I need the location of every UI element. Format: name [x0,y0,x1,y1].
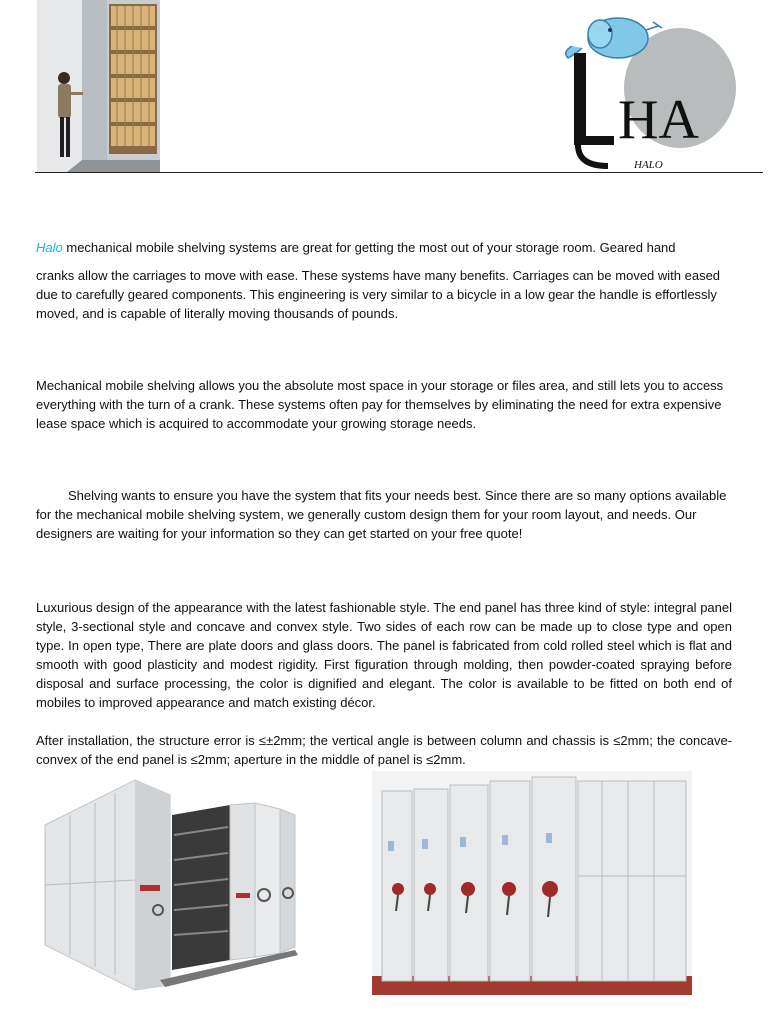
logo-letters: HA [618,89,699,151]
paragraph-intro-line [36,238,732,257]
paragraph-custom-design: Shelving wants to ensure you have the system that fits your needs best. Since there are so many options available for the mechanical mobile shelving system, we generally custom design them for your room layout, and needs. Our designers are waiting for your information so they can get started on your free quote! [36,488,727,541]
intro-first-line: mechanical mobile shelving systems are great for getting the most out of your storage room. Geared hand [62,240,676,255]
mobile-shelving-photo-open [40,775,302,997]
brand-name: Halo [36,240,63,255]
paragraph-specs: After installation, the structure error is ≤±2mm; the vertical angle is between column and chassis is ≤2mm; the concave- convex of the end panel is ≤2mm; aperture in the middle of panel is ≤2mm. [36,733,732,767]
paragraph-appearance: Luxurious design of the appearance with the latest fashionable style. The end panel has three kind of style: integral panel style, 3-sectional style and concave and convex style. Two sides of each row can be made up to close type and open type. In open type, There are plate doors and glass doors. The panel is fabricated from cold rolled steel which is flat and smooth with good plasticity and modest rigidity. First figuration through molding, then powder-coated spraying before disposal and surface processing, the color is dignified and elegant. The color is available to be fitted on both end of mobiles to improved appearance and match existing décor. [36,600,732,710]
header-shelving-photo [37,0,160,172]
paragraph-intro-rest: cranks allow the carriages to move with ease. These systems have many benefits. Carriages can be moved with eased due to carefully geared components. This engineering is very similar to a bicycle in a low gear the handle is effortlessly moved, and is capable of literally moving thousands of pounds. [36,268,721,321]
halo-logo [558,8,738,173]
mobile-shelving-photo-row [372,771,692,995]
logo-caption: HALO [634,159,663,171]
paragraph-space: Mechanical mobile shelving allows you the absolute most space in your storage or files area, and still lets you to access everything with the turn of a crank. These systems often pay for themselves by eliminating the need for extra expensive lease space which is acquired to accommodate your growing storage needs. [36,378,724,431]
header-divider [35,172,763,173]
